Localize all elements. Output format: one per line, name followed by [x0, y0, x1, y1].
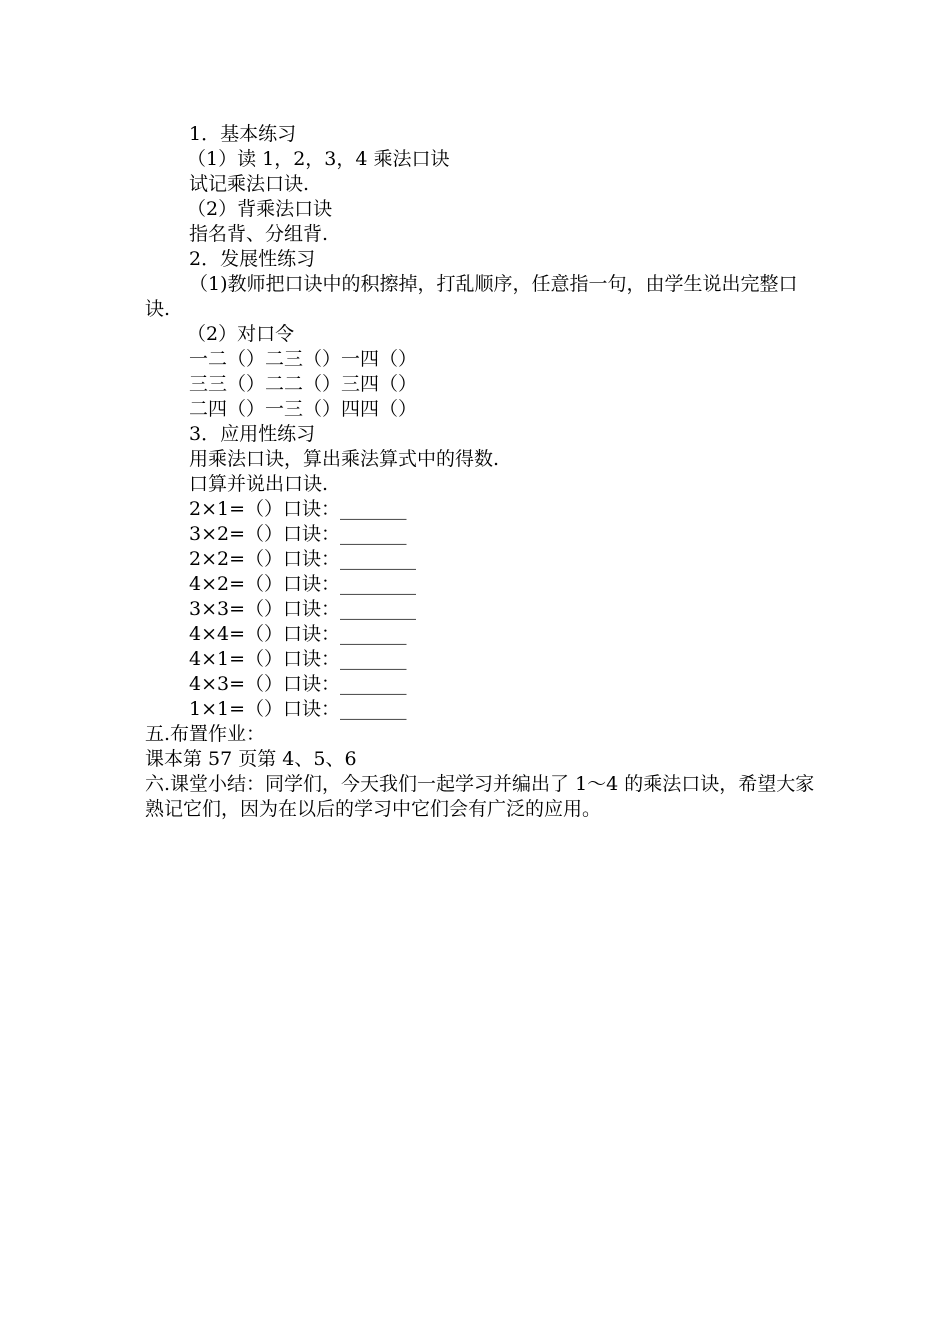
equation-row: 3×3=（）口诀：________ [189, 598, 417, 620]
section-heading-developmental-practice: 2．发展性练习 [189, 248, 316, 270]
section-heading-basic-practice: 1．基本练习 [189, 123, 297, 145]
instruction-text: 用乘法口诀，算出乘法算式中的得数. [189, 448, 500, 470]
section-heading-applied-practice: 3．应用性练习 [189, 423, 316, 445]
equation-row: 4×1=（）口诀：_______ [189, 648, 407, 670]
equation-row: 1×1=（）口诀：_______ [189, 698, 407, 720]
document-body [145, 122, 815, 822]
section-heading-homework: 五.布置作业： [145, 723, 266, 745]
homework-text: 课本第 57 页第 4、5、6 [145, 748, 357, 770]
call-response-row: 二四（）一三（）四四（） [189, 398, 418, 420]
instruction-text: 指名背、分组背. [189, 223, 329, 245]
paragraph-teacher-activity: （1)教师把口诀中的积擦掉，打乱顺序，任意指一句，由学生说出完整口诀. [145, 273, 798, 320]
equation-row: 2×2=（）口诀：________ [189, 548, 417, 570]
equation-row: 4×3=（）口诀：_______ [189, 673, 407, 695]
exercise-call-response: （2）对口令 [187, 323, 295, 345]
equation-row: 2×1=（）口诀：_______ [189, 498, 407, 520]
instruction-text: 试记乘法口诀. [189, 173, 310, 195]
equation-row: 3×2=（）口诀：_______ [189, 523, 407, 545]
instruction-text: 口算并说出口诀. [189, 473, 329, 495]
exercise-read-multiplication: （1）读 1，2，3，4 乘法口诀 [187, 148, 450, 170]
equation-row: 4×4=（）口诀：_______ [189, 623, 407, 645]
equation-row: 4×2=（）口诀：________ [189, 573, 417, 595]
exercise-recite-multiplication: （2）背乘法口诀 [187, 198, 333, 220]
paragraph-class-summary: 六.课堂小结：同学们，今天我们一起学习并编出了 1～4 的乘法口诀，希望大家熟记它们，因为在以后的学习中它们会有广泛的应用。 [145, 773, 815, 820]
call-response-row: 三三（）二二（）三四（） [189, 373, 418, 395]
call-response-row: 一二（）二三（）一四（） [189, 348, 418, 370]
